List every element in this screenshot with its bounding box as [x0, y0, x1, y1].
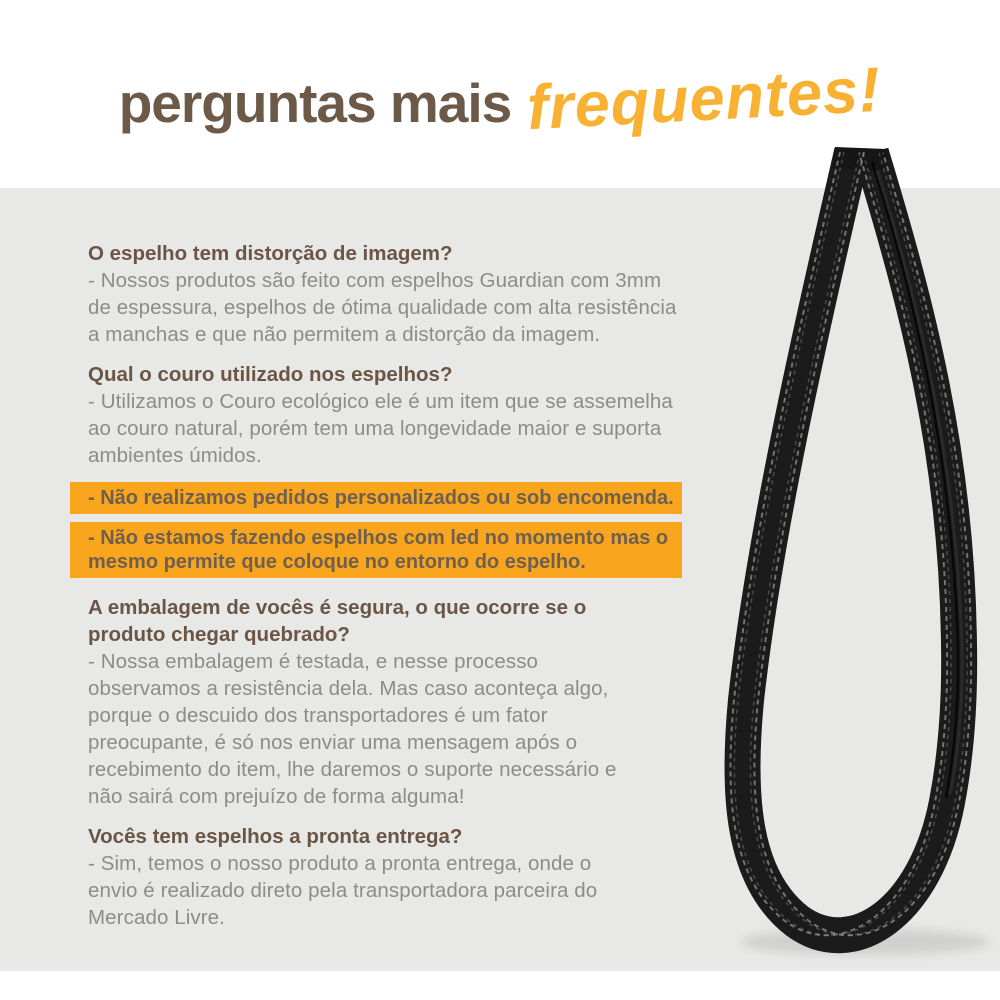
faq-item [88, 361, 692, 469]
faq-answer-line: Mercado Livre. [88, 906, 225, 929]
faq-answer-line: preocupante, é só nos enviar uma mensagem após o [88, 731, 578, 754]
faq-answer-line: - Nossa embalagem é testada, e nesse processo [88, 650, 539, 673]
footer-band [0, 971, 1000, 1000]
faq-answer-line: recebimento do item, lhe daremos o suporte necessário e [88, 758, 617, 781]
content-area [0, 188, 1000, 971]
header-band [0, 0, 1000, 188]
faq-answer-line: - Utilizamos o Couro ecológico ele é um item que se assemelha [88, 390, 673, 413]
highlight-note-line: - Não estamos fazendo espelhos com led no momento mas o [88, 527, 669, 549]
faq-list [88, 240, 692, 944]
faq-answer-line: ambientes úmidos. [88, 444, 262, 467]
faq-answer-line: envio é realizado direto pela transportadora parceira do [88, 879, 598, 902]
faq-item [88, 240, 692, 348]
faq-question-line: Qual o couro utilizado nos espelhos? [88, 363, 453, 386]
highlight-note-line: mesmo permite que coloque no entorno do espelho. [88, 551, 586, 573]
page-title-regular: perguntas mais [118, 72, 512, 134]
faq-answer-line: de espessura, espelhos de ótima qualidade com alta resistência [88, 296, 677, 319]
faq-question-line: O espelho tem distorção de imagem? [88, 242, 453, 265]
highlight-note [70, 482, 682, 514]
faq-answer-line: - Nossos produtos são feito com espelhos Guardian com 3mm [88, 269, 662, 292]
faq-answer-line: porque o descuido dos transportadores é um fator [88, 704, 548, 727]
highlight-note-line: - Não realizamos pedidos personalizados ou sob encomenda. [88, 487, 674, 509]
faq-answer-line: ao couro natural, porém tem uma longevidade maior e suporta [88, 417, 662, 440]
faq-answer-line: não sairá com prejuízo de forma alguma! [88, 785, 465, 808]
page-title-script: frequentes! [525, 54, 883, 144]
page-title [118, 54, 883, 144]
faq-answer-line: a manchas e que não permitem a distorção da imagem. [88, 323, 601, 346]
faq-question-line: Vocês tem espelhos a pronta entrega? [88, 825, 463, 848]
faq-answer-line: - Sim, temos o nosso produto a pronta entrega, onde o [88, 852, 592, 875]
faq-item [88, 823, 692, 931]
highlight-note [70, 522, 682, 578]
faq-item [88, 594, 692, 810]
faq-question-line: A embalagem de vocês é segura, o que ocorre se o [88, 596, 587, 619]
faq-question-line: produto chegar quebrado? [88, 623, 350, 646]
faq-answer-line: observamos a resistência dela. Mas caso aconteça algo, [88, 677, 609, 700]
